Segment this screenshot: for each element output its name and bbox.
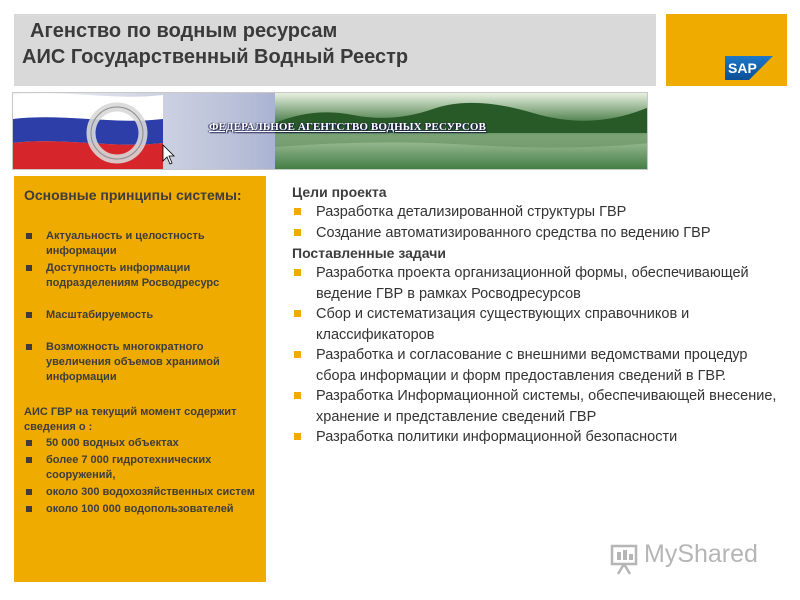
registry-facts-list: [24, 436, 260, 517]
page-title-line1: Агенство по водным ресурсам: [30, 20, 338, 42]
list-item: Масштабируемость: [24, 308, 260, 323]
sap-logo: [725, 56, 773, 80]
tasks-heading: Поставленные задачи: [292, 245, 446, 261]
list-item: Разработка проекта организационной формы, обеспечивающей ведение ГВР в рамках Росводресурсов: [292, 263, 782, 304]
list-item: Разработка политики информационной безопасности: [292, 427, 782, 448]
sap-logo-text: SAP: [728, 60, 757, 76]
tasks-list: [292, 263, 782, 448]
project-panel: [292, 182, 782, 448]
list-item: 50 000 водных объектах: [24, 436, 260, 451]
page-title-line2: АИС Государственный Водный Реестр: [22, 46, 409, 68]
list-item: Создание автоматизированного средства по ведению ГВР: [292, 223, 782, 244]
list-item: Разработка Информационной системы, обеспечивающей внесение, хранение и представление сведений ГВР: [292, 386, 782, 427]
list-item: Разработка и согласование с внешними ведомствами процедур сбора информации и форм предоставления сведений в ГВР.: [292, 345, 782, 386]
list-item: Актуальность и целостность информации: [24, 229, 260, 259]
list-item: Возможность многократного увеличения объемов хранимой информации: [24, 340, 260, 385]
list-item: около 100 000 водопользователей: [24, 502, 260, 517]
list-item: более 7 000 гидротехнических сооружений,: [24, 453, 260, 483]
sap-logo-block: [666, 14, 787, 86]
agency-banner: [12, 92, 648, 170]
watermark-text: MyShared: [644, 540, 758, 568]
list-item: Доступность информации подразделениям Росводресурс: [24, 261, 260, 291]
goals-list: [292, 202, 782, 243]
banner-text: ФЕДЕРАЛЬНОЕ АГЕНТСТВО ВОДНЫХ РЕСУРСОВ: [209, 121, 486, 133]
registry-subheading: АИС ГВР на текущий момент содержит сведения о :: [24, 406, 237, 433]
principles-heading: Основные принципы системы:: [24, 187, 242, 203]
list-item: около 300 водохозяйственных систем: [24, 485, 260, 500]
list-item: Сбор и систематизация существующих справочников и классификаторов: [292, 304, 782, 345]
goals-heading: Цели проекта: [292, 184, 387, 200]
principles-list: [24, 229, 260, 385]
list-item: Разработка детализированной структуры ГВР: [292, 202, 782, 223]
